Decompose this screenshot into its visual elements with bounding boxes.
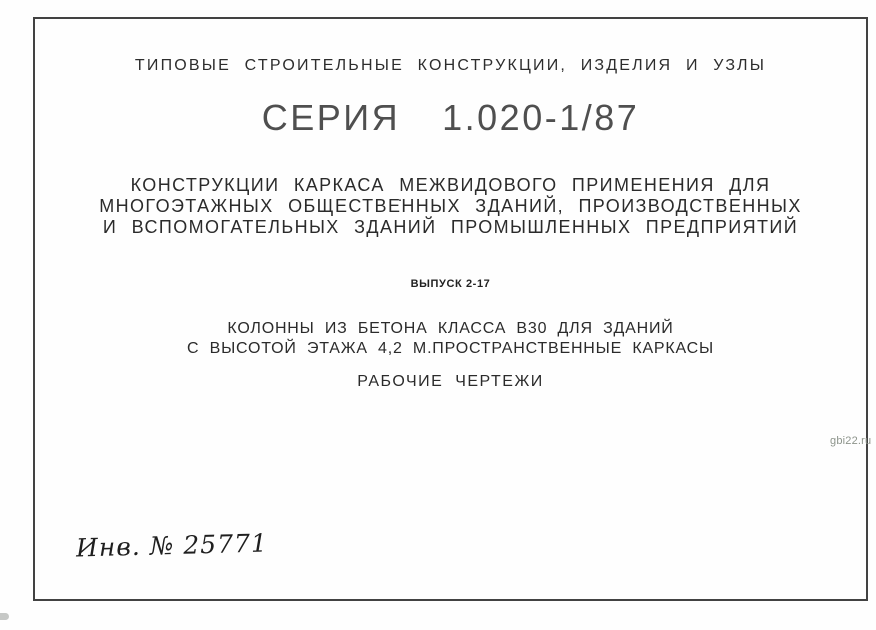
scan-edge-smudge — [0, 613, 9, 620]
series-line — [33, 97, 868, 139]
issue-number-label: ВЫПУСК 2-17 — [410, 278, 491, 290]
description-block — [33, 175, 868, 238]
series-number: 1.020-1/87 — [442, 97, 640, 138]
description-line: КОНСТРУКЦИИ КАРКАСА МЕЖВИДОВОГО ПРИМЕНЕНИЯ ДЛЯ — [130, 175, 771, 195]
subject-line: КОЛОННЫ ИЗ БЕТОНА КЛАССА В30 ДЛЯ ЗДАНИЙ — [227, 320, 674, 337]
site-watermark: gbi22.ru — [830, 435, 872, 447]
description-line: И ВСПОМОГАТЕЛЬНЫХ ЗДАНИЙ ПРОМЫШЛЕННЫХ ПРЕДПРИЯТИЙ — [102, 217, 799, 237]
inventory-number-handwritten: Инв. № 25771 — [75, 528, 269, 563]
description-line: МНОГОЭТАЖНЫХ ОБЩЕСТВЕ̇ННЫХ ЗДАНИЙ, ПРОИЗВОДСТВЕННЫХ — [99, 196, 802, 216]
subject-block — [33, 319, 868, 359]
document-type-label: РАБОЧИЕ ЧЕРТЕЖИ — [357, 373, 544, 390]
document-category-line: ТИПОВЫЕ СТРОИТЕЛЬНЫЕ КОНСТРУКЦИИ, ИЗДЕЛИЯ И УЗЛЫ — [134, 57, 767, 74]
subject-line: С ВЫСОТОЙ ЭТАЖА 4,2 М.ПРОСТРАНСТВЕННЫЕ КАРКАСЫ — [187, 340, 714, 357]
title-block — [33, 17, 868, 601]
series-label: СЕРИЯ — [261, 97, 401, 138]
